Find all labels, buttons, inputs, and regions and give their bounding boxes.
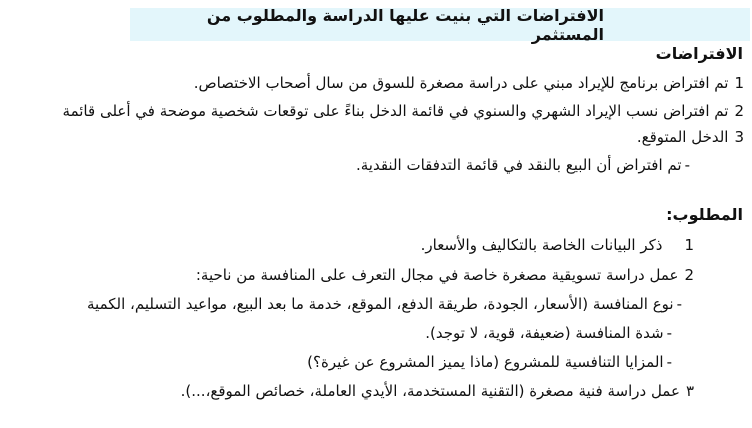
requirements-heading: المطلوب: [666, 205, 743, 224]
list-marker: - [684, 156, 690, 174]
requirement-item-6 [181, 381, 694, 401]
document-title: الافتراضات التي بنيت عليها الدراسة والمطلوب من المستثمر [206, 5, 604, 44]
assumption-item-3 [637, 127, 744, 147]
requirement-item-5 [307, 352, 672, 372]
list-item-text: نوع المنافسة (الأسعار، الجودة، طريقة الدفع، الموقع، خدمة ما بعد البيع، مواعيد التسليم، الكمية [87, 295, 674, 313]
list-marker: 1 [684, 236, 694, 254]
document-title-bar [130, 5, 750, 44]
list-item-text: ذكر البيانات الخاصة بالتكاليف والأسعار. [420, 236, 663, 254]
list-marker: 1 [734, 74, 744, 92]
list-marker: - [666, 353, 672, 371]
assumption-item-2 [63, 101, 744, 121]
requirement-item-4 [425, 323, 672, 343]
list-item-text: المزايا التنافسية للمشروع (ماذا يميز المشروع عن غيرة؟) [307, 353, 664, 371]
requirement-item-3 [87, 294, 682, 314]
assumption-item-4 [356, 155, 690, 175]
list-marker: 2 [684, 266, 694, 284]
list-item-text: الدخل المتوقع. [636, 128, 729, 146]
requirement-item-1 [421, 235, 694, 255]
assumption-item-1 [194, 73, 744, 93]
list-item-text: تم افتراض برنامج للإيراد مبني على دراسة مصغرة للسوق من سال أصحاب الاختصاص. [193, 74, 729, 92]
list-marker: 2 [734, 102, 744, 120]
list-item-text: تم افتراض نسب الإيراد الشهري والسنوي في قائمة الدخل بناءً على توقعات شخصية موضحة في أعلى قائمة [62, 102, 729, 120]
list-marker: - [676, 295, 682, 313]
assumptions-heading: الافتراضات [655, 44, 743, 63]
list-marker: - [666, 324, 672, 342]
requirement-item-2 [196, 265, 694, 285]
list-marker: 3 [734, 128, 744, 146]
list-item-text: عمل دراسة تسويقية مصغرة خاصة في مجال التعرف على المنافسة من ناحية: [195, 266, 679, 284]
list-item-text: شدة المنافسة (ضعيفة، قوية، لا توجد). [425, 324, 664, 342]
list-item-text: عمل دراسة فنية مصغرة (التقنية المستخدمة، الأيدي العاملة، خصائص الموقع،...). [180, 382, 680, 400]
list-item-text: تم افتراض أن البيع بالنقد في قائمة التدفقات النقدية. [355, 156, 682, 174]
list-marker: ٣ [685, 382, 694, 400]
